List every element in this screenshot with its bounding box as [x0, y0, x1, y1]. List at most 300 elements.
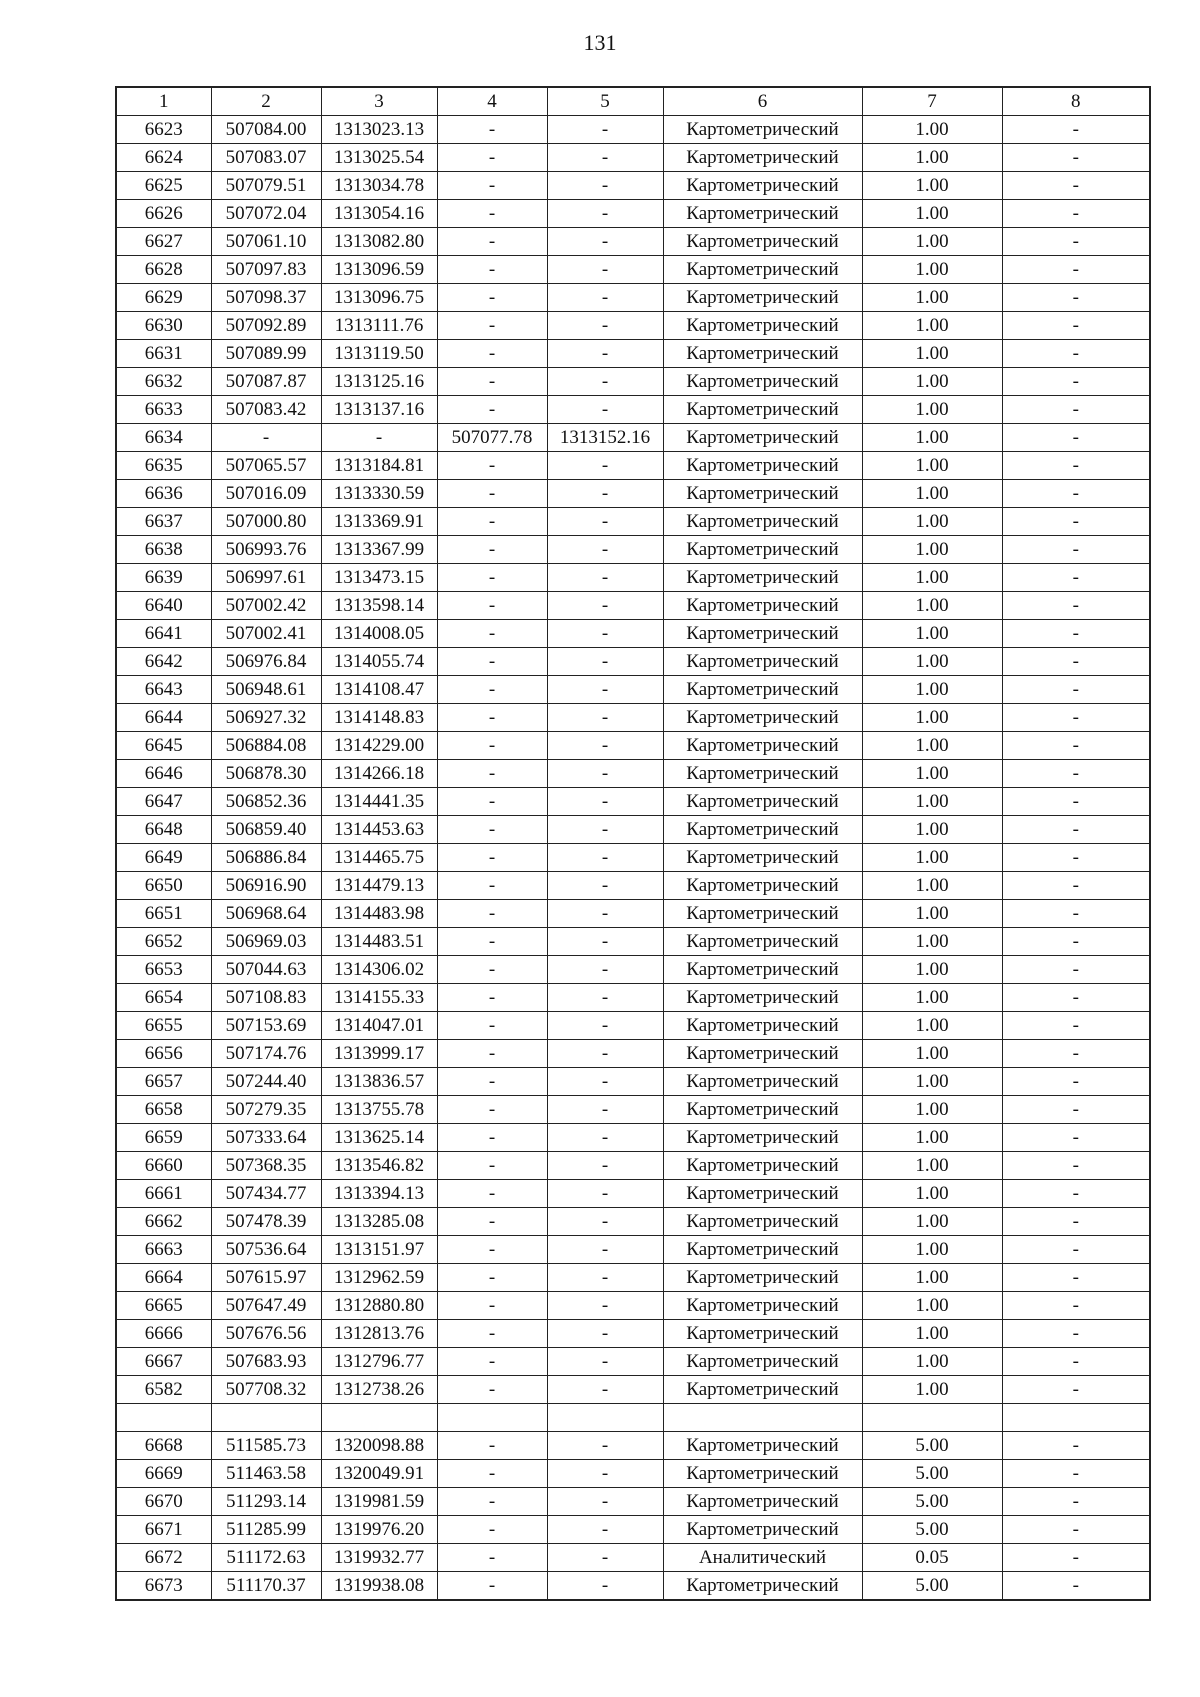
table-cell-col-4: - [437, 1292, 547, 1320]
table-cell-col-2: 507708.32 [211, 1376, 321, 1404]
table-cell-col-7: 1.00 [862, 760, 1002, 788]
table-cell-col-3: 1314441.35 [321, 788, 437, 816]
table-cell-col-5: - [547, 760, 663, 788]
table-row [116, 368, 1150, 396]
table-cell-col-8: - [1002, 368, 1150, 396]
table-row [116, 228, 1150, 256]
table-cell-col-5: - [547, 1040, 663, 1068]
table-cell-col-2: 507536.64 [211, 1236, 321, 1264]
table-row [116, 760, 1150, 788]
table-cell-col-8: - [1002, 1152, 1150, 1180]
table-cell-col-3: 1313096.59 [321, 256, 437, 284]
table-cell-col-8: - [1002, 788, 1150, 816]
table-cell-col-5: - [547, 1236, 663, 1264]
table-cell-col-4: - [437, 1096, 547, 1124]
table-cell-col-8: - [1002, 480, 1150, 508]
table-cell-col-8: - [1002, 844, 1150, 872]
table-cell-col-7: 1.00 [862, 1012, 1002, 1040]
table-cell-col-3: 1314483.51 [321, 928, 437, 956]
table-cell-col-3: 1314148.83 [321, 704, 437, 732]
table-cell-col-7: 1.00 [862, 1180, 1002, 1208]
table-cell-col-1: 6628 [116, 256, 211, 284]
table-cell-col-7: 1.00 [862, 396, 1002, 424]
table-cell-col-1: 6648 [116, 816, 211, 844]
table-cell-col-5: - [547, 1348, 663, 1376]
table-cell-col-8: - [1002, 872, 1150, 900]
table-cell-col-6: Картометрический [663, 1152, 862, 1180]
table-row [116, 620, 1150, 648]
table-cell-col-7: 0.05 [862, 1544, 1002, 1572]
table-cell-col-2: 507333.64 [211, 1124, 321, 1152]
table-cell-col-4: - [437, 284, 547, 312]
table-cell-col-8: - [1002, 256, 1150, 284]
table-cell-col-3: 1313034.78 [321, 172, 437, 200]
table-cell-col-2: 507044.63 [211, 956, 321, 984]
table-cell-col-3: 1314306.02 [321, 956, 437, 984]
table-row [116, 508, 1150, 536]
table-row [116, 956, 1150, 984]
table-row [116, 396, 1150, 424]
table-cell-col-7: 1.00 [862, 536, 1002, 564]
table-cell-col-5: - [547, 1124, 663, 1152]
table-cell-col-4: - [437, 508, 547, 536]
table-cell-col-8: - [1002, 1096, 1150, 1124]
table-cell-col-3: 1320049.91 [321, 1460, 437, 1488]
table-cell-col-7: 1.00 [862, 956, 1002, 984]
table-cell-col-5: - [547, 1180, 663, 1208]
table-cell-col-5: - [547, 844, 663, 872]
table-cell-col-6: Картометрический [663, 1236, 862, 1264]
table-cell-col-2: 506916.90 [211, 872, 321, 900]
table-cell-col-7: 1.00 [862, 1208, 1002, 1236]
table-cell-col-1: 6653 [116, 956, 211, 984]
table-cell-col-7: 1.00 [862, 1320, 1002, 1348]
table-header-row [116, 87, 1150, 116]
table-cell-col-1: 6642 [116, 648, 211, 676]
table-cell-col-8: - [1002, 1040, 1150, 1068]
table-cell-col-5: - [547, 480, 663, 508]
table-cell-col-5: - [547, 256, 663, 284]
table-cell-col-6: Картометрический [663, 312, 862, 340]
table-row [116, 1572, 1150, 1601]
table-cell-col-6: Картометрический [663, 340, 862, 368]
column-header-2: 2 [211, 87, 321, 116]
table-cell-col-8: - [1002, 732, 1150, 760]
table-cell-col-4: - [437, 1376, 547, 1404]
table-cell-col-2: 506878.30 [211, 760, 321, 788]
table-cell-col-6: Картометрический [663, 1180, 862, 1208]
table-row [116, 172, 1150, 200]
table-cell-col-1: 6643 [116, 676, 211, 704]
table-cell-col-5: - [547, 1292, 663, 1320]
table-cell-col-6: Картометрический [663, 1040, 862, 1068]
table-cell-col-3: 1313151.97 [321, 1236, 437, 1264]
table-cell-col-2: 507089.99 [211, 340, 321, 368]
table-cell-col-6: Картометрический [663, 1264, 862, 1292]
table-body [116, 116, 1150, 1601]
table-cell-col-8: - [1002, 648, 1150, 676]
table-cell-col-4: - [437, 1180, 547, 1208]
table-cell-col-8: - [1002, 1124, 1150, 1152]
table-cell-col-7: 1.00 [862, 704, 1002, 732]
table-cell-col-2: 506884.08 [211, 732, 321, 760]
table-cell-col-3: 1313184.81 [321, 452, 437, 480]
table-cell-col-2: 507434.77 [211, 1180, 321, 1208]
table-cell-col-4: - [437, 368, 547, 396]
table-cell-col-1: 6646 [116, 760, 211, 788]
table-cell-col-2: 507072.04 [211, 200, 321, 228]
table-cell-col-7: 1.00 [862, 452, 1002, 480]
table-cell-col-7: 1.00 [862, 1124, 1002, 1152]
table-cell-col-6: Картометрический [663, 508, 862, 536]
table-cell-col-8: - [1002, 200, 1150, 228]
table-cell-col-1: 6667 [116, 1348, 211, 1376]
table-cell-col-6: Картометрический [663, 956, 862, 984]
table-row [116, 1096, 1150, 1124]
table-cell-col-5: - [547, 620, 663, 648]
table-row [116, 1208, 1150, 1236]
table-cell-col-3: 1313330.59 [321, 480, 437, 508]
table-cell-col-6: Картометрический [663, 368, 862, 396]
table-row [116, 536, 1150, 564]
table-row [116, 1264, 1150, 1292]
table-cell-col-5: - [547, 816, 663, 844]
table-cell-col-2: 507647.49 [211, 1292, 321, 1320]
table-cell-col-4: - [437, 732, 547, 760]
table-cell-col-3: 1313096.75 [321, 284, 437, 312]
table-cell-col-5: - [547, 1572, 663, 1601]
table-cell-col-2: 507478.39 [211, 1208, 321, 1236]
table-row [116, 1404, 1150, 1432]
table-cell-col-1: 6626 [116, 200, 211, 228]
table-cell-col-8: - [1002, 928, 1150, 956]
table-cell-col-1: 6658 [116, 1096, 211, 1124]
table-cell-col-7: 1.00 [862, 648, 1002, 676]
table-cell-col-7: 1.00 [862, 816, 1002, 844]
table-cell-col-1: 6638 [116, 536, 211, 564]
table-cell-col-3: 1314453.63 [321, 816, 437, 844]
table-cell-col-3: 1313082.80 [321, 228, 437, 256]
table-cell-col-7: 1.00 [862, 620, 1002, 648]
table-cell-col-7: 5.00 [862, 1516, 1002, 1544]
table-cell-col-6: Картометрический [663, 676, 862, 704]
table-cell-col-6: Картометрический [663, 1096, 862, 1124]
table-cell-col-6: Картометрический [663, 760, 862, 788]
table-cell-col-6: Картометрический [663, 1432, 862, 1460]
table-cell-col-7: 1.00 [862, 144, 1002, 172]
table-cell-col-2: 506886.84 [211, 844, 321, 872]
table-row [116, 1292, 1150, 1320]
table-cell-col-1: 6632 [116, 368, 211, 396]
table-cell-col-4: - [437, 1572, 547, 1601]
table-cell-col-6: Картометрический [663, 1068, 862, 1096]
table-cell-col-1: 6668 [116, 1432, 211, 1460]
table-cell-col-4: - [437, 1012, 547, 1040]
table-cell-col-5: - [547, 1012, 663, 1040]
table-cell-col-6: Картометрический [663, 648, 862, 676]
table-cell-col-2: - [211, 424, 321, 452]
table-cell-col-1: 6662 [116, 1208, 211, 1236]
table-cell-col-1: 6624 [116, 144, 211, 172]
table-cell-col-3: 1313119.50 [321, 340, 437, 368]
table-cell-col-6: Картометрический [663, 1376, 862, 1404]
table-row [116, 256, 1150, 284]
table-cell-col-1: 6672 [116, 1544, 211, 1572]
table-cell-col-6: Картометрический [663, 872, 862, 900]
table-cell-col-1: 6630 [116, 312, 211, 340]
table-cell-col-8: - [1002, 508, 1150, 536]
table-cell-col-7: 1.00 [862, 256, 1002, 284]
table-row [116, 592, 1150, 620]
table-cell-col-1: 6657 [116, 1068, 211, 1096]
table-cell-col-6: Картометрический [663, 424, 862, 452]
table-cell-col-5: - [547, 1516, 663, 1544]
table-cell-col-1: 6640 [116, 592, 211, 620]
table-cell-col-1: 6637 [116, 508, 211, 536]
table-cell-col-8: - [1002, 424, 1150, 452]
table-cell-col-7: 1.00 [862, 788, 1002, 816]
table-cell-col-3: 1313023.13 [321, 116, 437, 144]
table-cell-col-2: 506969.03 [211, 928, 321, 956]
table-cell-col-7: 1.00 [862, 312, 1002, 340]
table-cell-col-4: - [437, 788, 547, 816]
table-cell-col-2: 507279.35 [211, 1096, 321, 1124]
table-row [116, 1348, 1150, 1376]
table-cell-col-6: Картометрический [663, 1292, 862, 1320]
table-cell-col-6: Аналитический [663, 1544, 862, 1572]
table-row [116, 564, 1150, 592]
table-cell-col-2: 507016.09 [211, 480, 321, 508]
table-cell-col-5: - [547, 788, 663, 816]
table-cell-col-2: 507083.07 [211, 144, 321, 172]
table-cell-col-3: 1314008.05 [321, 620, 437, 648]
table-cell-col-1: 6666 [116, 1320, 211, 1348]
table-cell-col-3: 1320098.88 [321, 1432, 437, 1460]
table-cell-col-2: 507002.42 [211, 592, 321, 620]
table-cell-col-1: 6629 [116, 284, 211, 312]
table-cell-col-3: 1313755.78 [321, 1096, 437, 1124]
table-cell-col-2: 507084.00 [211, 116, 321, 144]
table-cell-col-3: - [321, 424, 437, 452]
table-cell-col-6: Картометрический [663, 144, 862, 172]
table-cell-col-8: - [1002, 1236, 1150, 1264]
table-cell-col-8: - [1002, 816, 1150, 844]
table-cell-col-1: 6669 [116, 1460, 211, 1488]
table-cell-col-8: - [1002, 564, 1150, 592]
table-row [116, 984, 1150, 1012]
table-cell-col-5: - [547, 508, 663, 536]
table-cell-col-8: - [1002, 284, 1150, 312]
table-cell-col-5 [547, 1404, 663, 1432]
table-row [116, 144, 1150, 172]
table-cell-col-4: - [437, 396, 547, 424]
table-row [116, 704, 1150, 732]
table-cell-col-7: 1.00 [862, 480, 1002, 508]
table-cell-col-2: 507061.10 [211, 228, 321, 256]
table-cell-col-2: 507683.93 [211, 1348, 321, 1376]
table-cell-col-2: 506997.61 [211, 564, 321, 592]
table-cell-col-8: - [1002, 536, 1150, 564]
table-row [116, 1040, 1150, 1068]
table-row [116, 1460, 1150, 1488]
table-cell-col-8: - [1002, 676, 1150, 704]
table-row [116, 872, 1150, 900]
table-cell-col-5: - [547, 1376, 663, 1404]
table-cell-col-3: 1319932.77 [321, 1544, 437, 1572]
table-cell-col-3: 1313054.16 [321, 200, 437, 228]
table-cell-col-4: - [437, 1432, 547, 1460]
table-cell-col-1: 6655 [116, 1012, 211, 1040]
table-cell-col-1: 6633 [116, 396, 211, 424]
table-cell-col-7: 1.00 [862, 1236, 1002, 1264]
table-cell-col-1: 6627 [116, 228, 211, 256]
table-cell-col-1: 6659 [116, 1124, 211, 1152]
table-cell-col-3: 1312962.59 [321, 1264, 437, 1292]
table-cell-col-8: - [1002, 760, 1150, 788]
table-cell-col-5: - [547, 872, 663, 900]
table-cell-col-3: 1312796.77 [321, 1348, 437, 1376]
table-row [116, 1180, 1150, 1208]
table-cell-col-7: 1.00 [862, 1348, 1002, 1376]
table-cell-col-3: 1314266.18 [321, 760, 437, 788]
table-cell-col-5: - [547, 1068, 663, 1096]
table-cell-col-7: 1.00 [862, 928, 1002, 956]
column-header-7: 7 [862, 87, 1002, 116]
table-cell-col-6: Картометрический [663, 564, 862, 592]
table-cell-col-4: - [437, 620, 547, 648]
table-cell-col-6: Картометрический [663, 592, 862, 620]
table-cell-col-4: - [437, 816, 547, 844]
table-cell-col-5: - [547, 1460, 663, 1488]
table-cell-col-4: - [437, 844, 547, 872]
table-cell-col-1: 6631 [116, 340, 211, 368]
table-cell-col-4: - [437, 1320, 547, 1348]
table-cell-col-6: Картометрический [663, 256, 862, 284]
table-cell-col-6: Картометрический [663, 844, 862, 872]
table-row [116, 340, 1150, 368]
table-cell-col-3: 1313125.16 [321, 368, 437, 396]
table-cell-col-8: - [1002, 452, 1150, 480]
table-cell-col-7: 1.00 [862, 1068, 1002, 1096]
table-cell-col-2: 506859.40 [211, 816, 321, 844]
table-cell-col-7: 1.00 [862, 1264, 1002, 1292]
table-cell-col-5: - [547, 116, 663, 144]
table-cell-col-8: - [1002, 228, 1150, 256]
table-cell-col-4: - [437, 312, 547, 340]
table-cell-col-5: - [547, 900, 663, 928]
table-cell-col-3: 1312813.76 [321, 1320, 437, 1348]
table-cell-col-6 [663, 1404, 862, 1432]
table-cell-col-8: - [1002, 1488, 1150, 1516]
table-cell-col-8: - [1002, 1348, 1150, 1376]
table-cell-col-4: - [437, 984, 547, 1012]
table-cell-col-7: 1.00 [862, 200, 1002, 228]
table-cell-col-2: 507097.83 [211, 256, 321, 284]
table-cell-col-8 [1002, 1404, 1150, 1432]
table-cell-col-5: - [547, 1096, 663, 1124]
table-row [116, 732, 1150, 760]
table-cell-col-1: 6671 [116, 1516, 211, 1544]
table-cell-col-8: - [1002, 984, 1150, 1012]
table-cell-col-3 [321, 1404, 437, 1432]
table-row [116, 928, 1150, 956]
table-cell-col-4: - [437, 1152, 547, 1180]
table-cell-col-4: - [437, 144, 547, 172]
table-cell-col-2: 506976.84 [211, 648, 321, 676]
table-cell-col-7: 1.00 [862, 1152, 1002, 1180]
table-cell-col-5: - [547, 1544, 663, 1572]
table-cell-col-5: - [547, 648, 663, 676]
table-cell-col-2: 507676.56 [211, 1320, 321, 1348]
table-cell-col-6: Картометрический [663, 172, 862, 200]
table-cell-col-6: Картометрический [663, 1348, 862, 1376]
table-cell-col-1: 6661 [116, 1180, 211, 1208]
table-cell-col-2: 507087.87 [211, 368, 321, 396]
table-row [116, 424, 1150, 452]
table-cell-col-6: Картометрический [663, 396, 862, 424]
table-cell-col-5: - [547, 536, 663, 564]
table-cell-col-6: Картометрический [663, 452, 862, 480]
table-cell-col-7: 1.00 [862, 1376, 1002, 1404]
table-row [116, 648, 1150, 676]
table-cell-col-7: 1.00 [862, 676, 1002, 704]
table-cell-col-1: 6649 [116, 844, 211, 872]
table-cell-col-5: - [547, 340, 663, 368]
table-cell-col-1: 6645 [116, 732, 211, 760]
table-cell-col-1: 6654 [116, 984, 211, 1012]
table-cell-col-5: - [547, 144, 663, 172]
table-cell-col-1: 6656 [116, 1040, 211, 1068]
table-cell-col-5: - [547, 1264, 663, 1292]
table-cell-col-4: - [437, 1068, 547, 1096]
table-cell-col-2: 511293.14 [211, 1488, 321, 1516]
table-cell-col-4: - [437, 1460, 547, 1488]
column-header-3: 3 [321, 87, 437, 116]
table-cell-col-2: 507065.57 [211, 452, 321, 480]
table-cell-col-2: 507079.51 [211, 172, 321, 200]
table-cell-col-2: 507092.89 [211, 312, 321, 340]
table-cell-col-2: 507153.69 [211, 1012, 321, 1040]
table-cell-col-7: 1.00 [862, 1096, 1002, 1124]
table-row [116, 816, 1150, 844]
table-cell-col-1: 6582 [116, 1376, 211, 1404]
table-cell-col-3: 1313999.17 [321, 1040, 437, 1068]
table-row [116, 1012, 1150, 1040]
table-cell-col-4: - [437, 1544, 547, 1572]
table-cell-col-3: 1313137.16 [321, 396, 437, 424]
table-cell-col-1: 6641 [116, 620, 211, 648]
table-cell-col-1: 6651 [116, 900, 211, 928]
table-cell-col-2: 511585.73 [211, 1432, 321, 1460]
table-cell-col-6: Картометрический [663, 704, 862, 732]
table-cell-col-4: 507077.78 [437, 424, 547, 452]
table-cell-col-7: 1.00 [862, 368, 1002, 396]
table-cell-col-7: 5.00 [862, 1488, 1002, 1516]
table-cell-col-3: 1319981.59 [321, 1488, 437, 1516]
table-cell-col-5: - [547, 1488, 663, 1516]
table-cell-col-4: - [437, 1264, 547, 1292]
table-cell-col-5: - [547, 1208, 663, 1236]
table-cell-col-2: 507368.35 [211, 1152, 321, 1180]
table-cell-col-2: 511463.58 [211, 1460, 321, 1488]
table-cell-col-5: - [547, 200, 663, 228]
table-cell-col-4: - [437, 228, 547, 256]
table-cell-col-7: 1.00 [862, 872, 1002, 900]
table-cell-col-4: - [437, 956, 547, 984]
column-header-4: 4 [437, 87, 547, 116]
table-cell-col-1: 6663 [116, 1236, 211, 1264]
table-row [116, 1488, 1150, 1516]
